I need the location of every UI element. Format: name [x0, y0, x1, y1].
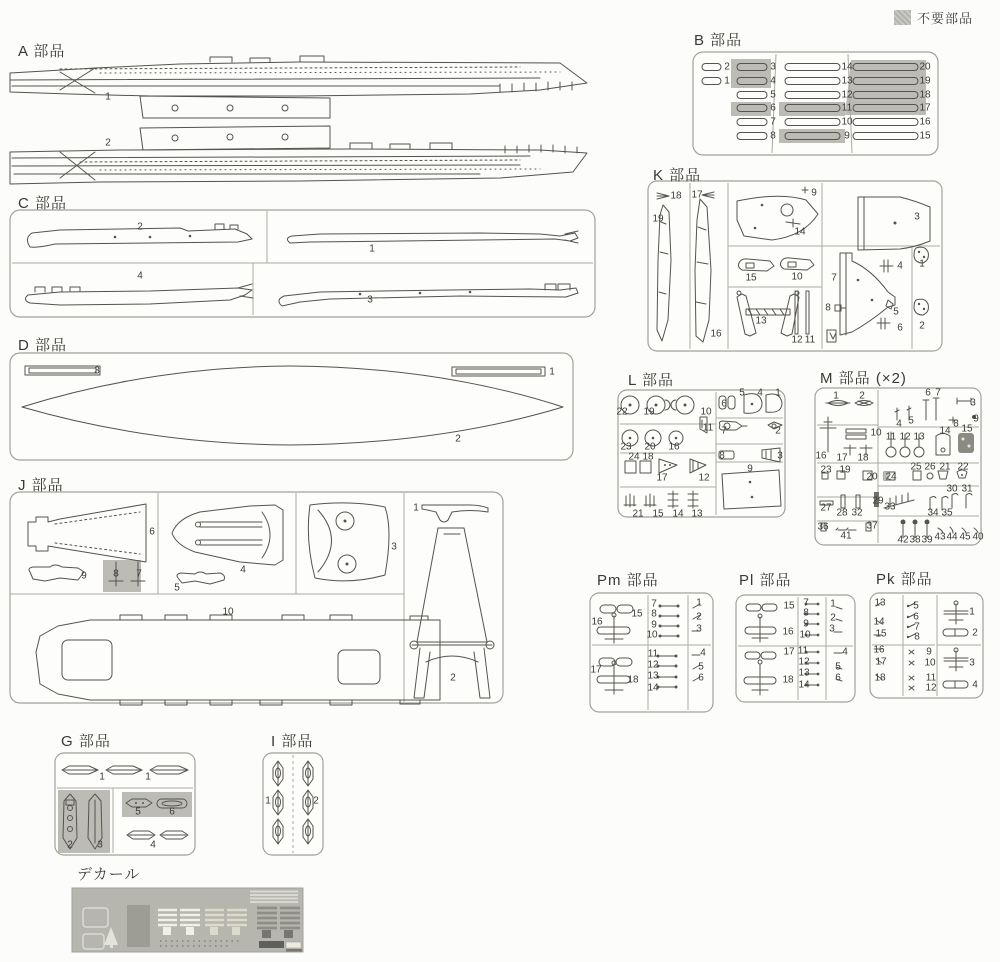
part-number: 17 [691, 189, 703, 201]
part-number: 2 [450, 672, 456, 684]
part-number: 7 [721, 425, 727, 437]
part-number: 1 [105, 91, 111, 103]
part-number: 12 [841, 89, 853, 101]
part-number: 15 [875, 628, 887, 640]
part-number: 7 [651, 598, 657, 610]
part-number: 5 [893, 306, 899, 318]
decal-sheet-drawing [72, 888, 303, 952]
part-number: 41 [840, 530, 852, 542]
part-number: 6 [913, 611, 919, 623]
part-number: 3 [914, 211, 920, 223]
part-number: 5 [913, 600, 919, 612]
part-number: 10 [924, 657, 936, 669]
part-number: 2 [859, 390, 865, 402]
part-number: 8 [651, 608, 657, 620]
part-number: 1 [969, 606, 975, 618]
part-number: 13 [755, 315, 767, 327]
part-number: 2 [775, 425, 781, 437]
part-number: 8 [825, 302, 831, 314]
part-number: 10 [222, 606, 234, 618]
part-number: 6 [835, 672, 841, 684]
part-number: 12 [647, 659, 659, 671]
part-number: 4 [240, 564, 246, 576]
part-number: 2 [137, 221, 143, 233]
part-number: 19 [643, 406, 655, 418]
part-number: 23 [620, 441, 632, 453]
part-number: 2 [455, 433, 461, 445]
section-title-Pk: Pk 部品 [876, 571, 933, 588]
part-number: 14 [672, 508, 684, 520]
unused-parts-swatch-icon [894, 10, 911, 25]
part-number: 4 [770, 75, 776, 87]
part-number: 4 [972, 679, 978, 691]
part-number: 8 [113, 568, 119, 580]
part-number: 19 [919, 75, 931, 87]
part-number: 2 [313, 795, 319, 807]
part-number: 20 [644, 441, 656, 453]
part-number: 10 [799, 629, 811, 641]
part-number: 13 [913, 431, 925, 443]
part-number: 33 [884, 501, 896, 513]
part-number: 24 [885, 471, 897, 483]
part-number: 11 [647, 648, 659, 660]
part-number: 18 [670, 190, 682, 202]
part-number: 16 [782, 626, 794, 638]
part-number: 7 [770, 116, 776, 128]
part-number: 14 [939, 425, 951, 437]
part-number: 3 [770, 61, 776, 73]
part-number: 4 [150, 839, 156, 851]
part-number: 23 [820, 464, 832, 476]
part-number: 34 [927, 507, 939, 519]
part-number: 4 [757, 387, 763, 399]
part-number: 17 [919, 102, 931, 114]
part-number: 8 [803, 607, 809, 619]
part-number: 11 [702, 422, 714, 434]
part-number: 18 [782, 674, 794, 686]
part-number: 11 [841, 102, 853, 114]
part-number: 10 [791, 271, 803, 283]
part-number: 1 [919, 258, 925, 270]
part-number: 6 [149, 526, 155, 538]
section-title-L: L 部品 [628, 372, 674, 389]
part-number: 28 [836, 507, 848, 519]
section-title-Pm: Pm 部品 [597, 572, 659, 589]
part-number: 3 [94, 365, 100, 377]
part-number: 12 [798, 656, 810, 668]
part-number: 11 [925, 672, 937, 684]
part-number: 29 [872, 495, 884, 507]
part-number: 8 [719, 450, 725, 462]
part-number: 14 [794, 226, 806, 238]
section-title-D: D 部品 [18, 337, 68, 354]
part-number: 3 [970, 397, 976, 409]
part-number: 9 [926, 646, 932, 658]
part-number: 1 [696, 597, 702, 609]
part-number: 19 [839, 464, 851, 476]
part-number: 10 [646, 629, 658, 641]
part-number: 5 [698, 661, 704, 673]
part-number: 6 [721, 398, 727, 410]
part-number: 12 [925, 682, 937, 694]
part-number: 4 [897, 260, 903, 272]
part-number: 14 [647, 682, 659, 694]
part-number: 12 [899, 431, 911, 443]
part-number: 26 [924, 461, 936, 473]
part-number: 3 [367, 294, 373, 306]
part-number: 18 [857, 452, 869, 464]
part-number: 2 [696, 611, 702, 623]
part-number: 9 [811, 187, 817, 199]
part-number: 17 [590, 664, 602, 676]
part-number: 1 [145, 771, 151, 783]
part-number: 7 [831, 272, 837, 284]
part-number: 25 [910, 461, 922, 473]
part-number: 3 [696, 623, 702, 635]
part-number: 10 [700, 406, 712, 418]
part-number: 13 [798, 667, 810, 679]
section-title-I: I 部品 [271, 733, 314, 750]
part-number: 6 [925, 387, 931, 399]
part-number: 11 [797, 645, 809, 657]
part-number: 1 [369, 243, 375, 255]
part-number: 14 [798, 679, 810, 691]
part-number: 8 [953, 418, 959, 430]
part-number: 30 [946, 483, 958, 495]
part-number: 2 [972, 627, 978, 639]
part-number: 7 [803, 597, 809, 609]
part-number: 6 [770, 102, 776, 114]
section-title-K: K 部品 [653, 167, 702, 184]
part-number: 5 [835, 661, 841, 673]
part-number: 18 [642, 451, 654, 463]
part-number: 16 [591, 616, 603, 628]
part-number: 3 [391, 541, 397, 553]
part-number: 16 [919, 116, 931, 128]
section-title-decal: デカール [77, 866, 141, 883]
part-number: 9 [844, 130, 850, 142]
part-number: 6 [698, 672, 704, 684]
part-number: 40 [972, 531, 984, 543]
part-number: 22 [616, 406, 628, 418]
part-number: 20 [866, 471, 878, 483]
legend-label: 不要部品 [917, 11, 974, 26]
runner-a-drawing [10, 56, 587, 184]
part-number: 3 [97, 839, 103, 851]
part-number: 7 [914, 621, 920, 633]
runner-pl-drawing [736, 595, 855, 702]
part-number: 11 [885, 431, 897, 443]
part-number: 3 [777, 450, 783, 462]
part-number: 1 [775, 387, 781, 399]
part-number: 13 [647, 670, 659, 682]
part-number: 14 [873, 616, 885, 628]
part-number: 2 [67, 839, 73, 851]
part-number: 4 [842, 646, 848, 658]
runner-c-drawing [10, 210, 595, 317]
part-number: 11 [804, 334, 816, 346]
part-number: 1 [549, 366, 555, 378]
part-number: 8 [770, 130, 776, 142]
legend-unused-parts [894, 8, 973, 27]
part-number: 32 [851, 507, 863, 519]
part-number: 17 [875, 656, 887, 668]
part-number: 39 [921, 534, 933, 546]
part-number: 18 [874, 672, 886, 684]
part-number: 1 [833, 390, 839, 402]
part-number: 9 [81, 570, 87, 582]
part-number: 12 [698, 472, 710, 484]
part-number: 14 [841, 61, 853, 73]
part-number: 7 [136, 568, 142, 580]
part-number: 15 [919, 130, 931, 142]
part-number: 31 [961, 483, 973, 495]
part-number: 1 [413, 502, 419, 514]
part-number: 1 [265, 795, 271, 807]
part-number: 8 [914, 631, 920, 643]
part-number: 2 [919, 320, 925, 332]
part-number: 10 [841, 116, 853, 128]
part-number: 13 [841, 75, 853, 87]
part-number: 9 [651, 619, 657, 631]
part-number: 4 [137, 270, 143, 282]
part-number: 36 [817, 521, 829, 533]
part-number: 2 [105, 137, 111, 149]
section-title-A: A 部品 [18, 43, 66, 60]
part-number: 20 [919, 61, 931, 73]
section-title-M: M 部品 (×2) [820, 370, 907, 387]
part-number: 9 [747, 463, 753, 475]
section-title-G: G 部品 [61, 733, 111, 750]
part-number: 2 [724, 61, 730, 73]
part-number: 13 [874, 597, 886, 609]
runner-j-drawing [10, 492, 503, 705]
part-number: 21 [939, 461, 951, 473]
part-number: 22 [957, 461, 969, 473]
part-number: 16 [815, 450, 827, 462]
part-number: 5 [739, 387, 745, 399]
part-number: 10 [870, 427, 882, 439]
part-number: 38 [909, 534, 921, 546]
section-title-J: J 部品 [18, 477, 64, 494]
part-number: 15 [631, 608, 643, 620]
part-number: 1 [724, 75, 730, 87]
part-number: 7 [935, 387, 941, 399]
part-number: 4 [896, 418, 902, 430]
part-number: 21 [632, 508, 644, 520]
part-number: 2 [830, 612, 836, 624]
part-number: 16 [710, 328, 722, 340]
part-number: 3 [969, 657, 975, 669]
part-number: 13 [691, 508, 703, 520]
part-number: 42 [897, 534, 909, 546]
part-number: 9 [803, 618, 809, 630]
part-number: 5 [770, 89, 776, 101]
part-number: 5 [135, 806, 141, 818]
part-number: 17 [836, 452, 848, 464]
part-number: 5 [908, 415, 914, 427]
part-number: 6 [169, 806, 175, 818]
part-number: 44 [946, 531, 958, 543]
part-number: 4 [700, 647, 706, 659]
part-number: 18 [627, 674, 639, 686]
part-number: 1 [99, 771, 105, 783]
part-number: 35 [941, 507, 953, 519]
part-number: 12 [791, 334, 803, 346]
part-number: 16 [873, 644, 885, 656]
part-number: 3 [829, 623, 835, 635]
part-number: 24 [628, 451, 640, 463]
part-number: 15 [783, 600, 795, 612]
part-number: 15 [745, 272, 757, 284]
section-title-C: C 部品 [18, 195, 68, 212]
part-number: 16 [668, 441, 680, 453]
part-number: 15 [961, 423, 973, 435]
part-number: 9 [973, 413, 979, 425]
section-title-Pl: Pl 部品 [739, 572, 792, 589]
part-number: 18 [919, 89, 931, 101]
part-number: 43 [934, 531, 946, 543]
part-number: 27 [820, 502, 832, 514]
part-number: 15 [652, 508, 664, 520]
part-number: 17 [783, 646, 795, 658]
part-number: 17 [656, 472, 668, 484]
part-number: 6 [897, 322, 903, 334]
part-number: 19 [652, 213, 664, 225]
section-title-B: B 部品 [694, 32, 743, 49]
part-number: 37 [866, 520, 878, 532]
runner-g-drawing [55, 753, 195, 855]
part-number: 5 [174, 582, 180, 594]
part-number: 1 [830, 598, 836, 610]
part-number: 45 [959, 531, 971, 543]
